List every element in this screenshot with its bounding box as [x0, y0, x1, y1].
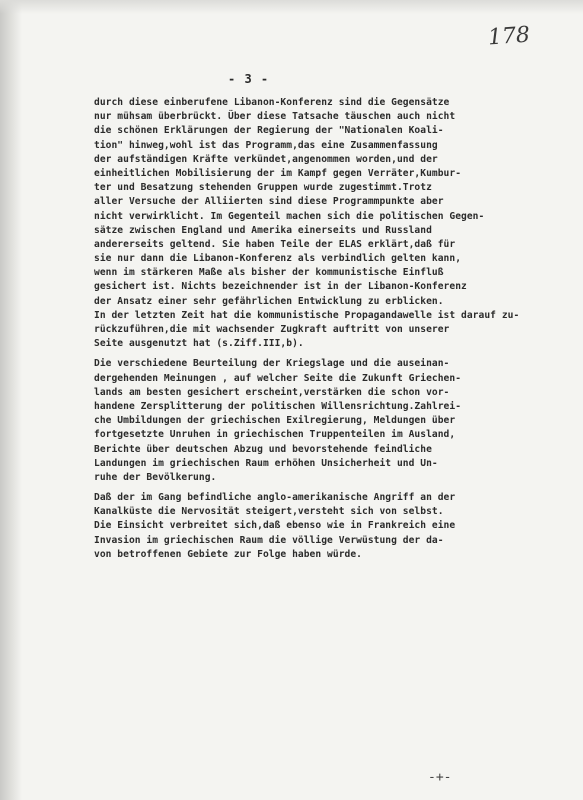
text-line: gesichert ist. Nichts bezeichnender ist in der Libanon-Konferenz — [94, 281, 467, 293]
text-line: ter und Besatzung stehenden Gruppen wurde zugestimmt.Trotz — [94, 182, 432, 194]
text-line: tion" hinweg,wohl ist das Programm,das eine Zusammenfassung — [94, 139, 438, 151]
scan-shadow-left — [0, 0, 22, 800]
document-body — [94, 96, 530, 562]
text-line: Invasion im griechischen Raum die völlige Verwüstung der da- — [94, 534, 444, 546]
text-line: der Ansatz einer sehr gefährlichen Entwicklung zu erblicken. — [94, 295, 444, 307]
paragraph-2 — [94, 357, 530, 485]
text-line: aller Versuche der Alliierten sind diese Programmpunkte aber — [94, 196, 444, 208]
text-line: Berichte über deutschen Abzug und bevorstehende feindliche — [94, 443, 432, 455]
text-line: die schönen Erklärungen der Regierung der "Nationalen Koali- — [94, 125, 444, 137]
text-line: Daß der im Gang befindliche anglo-amerikanische Angriff an der — [94, 492, 456, 504]
text-line: andererseits geltend. Sie haben Teile der ELAS erklärt,daß für — [94, 238, 456, 250]
text-line: ruhe der Bevölkerung. — [94, 471, 217, 483]
text-line: lands am besten gesichert erscheint,verstärken die schon vor- — [94, 386, 450, 398]
text-line: Kanalküste die Nervosität steigert,versteht sich von selbst. — [94, 506, 444, 518]
text-line: der aufständigen Kräfte verkündet,angenommen worden,und der — [94, 153, 438, 165]
text-line: Die Einsicht verbreitet sich,daß ebenso wie in Frankreich eine — [94, 520, 456, 532]
text-line: dergehenden Meinungen , auf welcher Seite die Zukunft Griechen- — [94, 372, 462, 384]
scan-shadow-top — [0, 0, 583, 14]
text-line: In der letzten Zeit hat die kommunistische Propagandawelle ist darauf zu- — [94, 309, 520, 321]
paragraph-1 — [94, 96, 530, 351]
page-number: - 3 - — [228, 72, 270, 86]
text-line: Seite ausgenutzt hat (s.Ziff.III,b). — [94, 338, 304, 350]
paragraph-3 — [94, 491, 530, 562]
folio-number: 178 — [487, 22, 531, 51]
text-line: che Umbildungen der griechischen Exilregierung, Meldungen über — [94, 415, 456, 427]
text-line: sätze zwischen England und Amerika einerseits und Russland — [94, 224, 432, 236]
text-line: nur mühsam überbrückt. Über diese Tatsache täuschen auch nicht — [94, 111, 456, 123]
text-line: Landungen im griechischen Raum erhöhen Unsicherheit und Un- — [94, 457, 438, 469]
text-line: durch diese einberufene Libanon-Konferenz sind die Gegensätze — [94, 97, 450, 108]
text-line: Die verschiedene Beurteilung der Kriegslage und die auseinan- — [94, 358, 450, 370]
text-line: einheitlichen Mobilisierung der im Kampf gegen Verräter,Kumbur- — [94, 167, 462, 179]
text-line: rückzuführen,die mit wachsender Zugkraft auftritt von unserer — [94, 324, 450, 335]
text-line: sie nur dann die Libanon-Konferenz als verbindlich gelten kann, — [94, 253, 462, 265]
text-line: fortgesetzte Unruhen in griechischen Truppenteilen im Ausland, — [94, 429, 456, 441]
text-line: handene Zersplitterung der politischen Willensrichtung.Zahlrei- — [94, 400, 462, 412]
text-line: wenn im stärkeren Maße als bisher der kommunistische Einfluß — [94, 267, 444, 279]
text-line: von betroffenen Gebiete zur Folge haben würde. — [94, 548, 362, 560]
footer-mark: -+- — [428, 770, 452, 785]
text-line: nicht verwirklicht. Im Gegenteil machen sich die politischen Gegen- — [94, 210, 485, 222]
